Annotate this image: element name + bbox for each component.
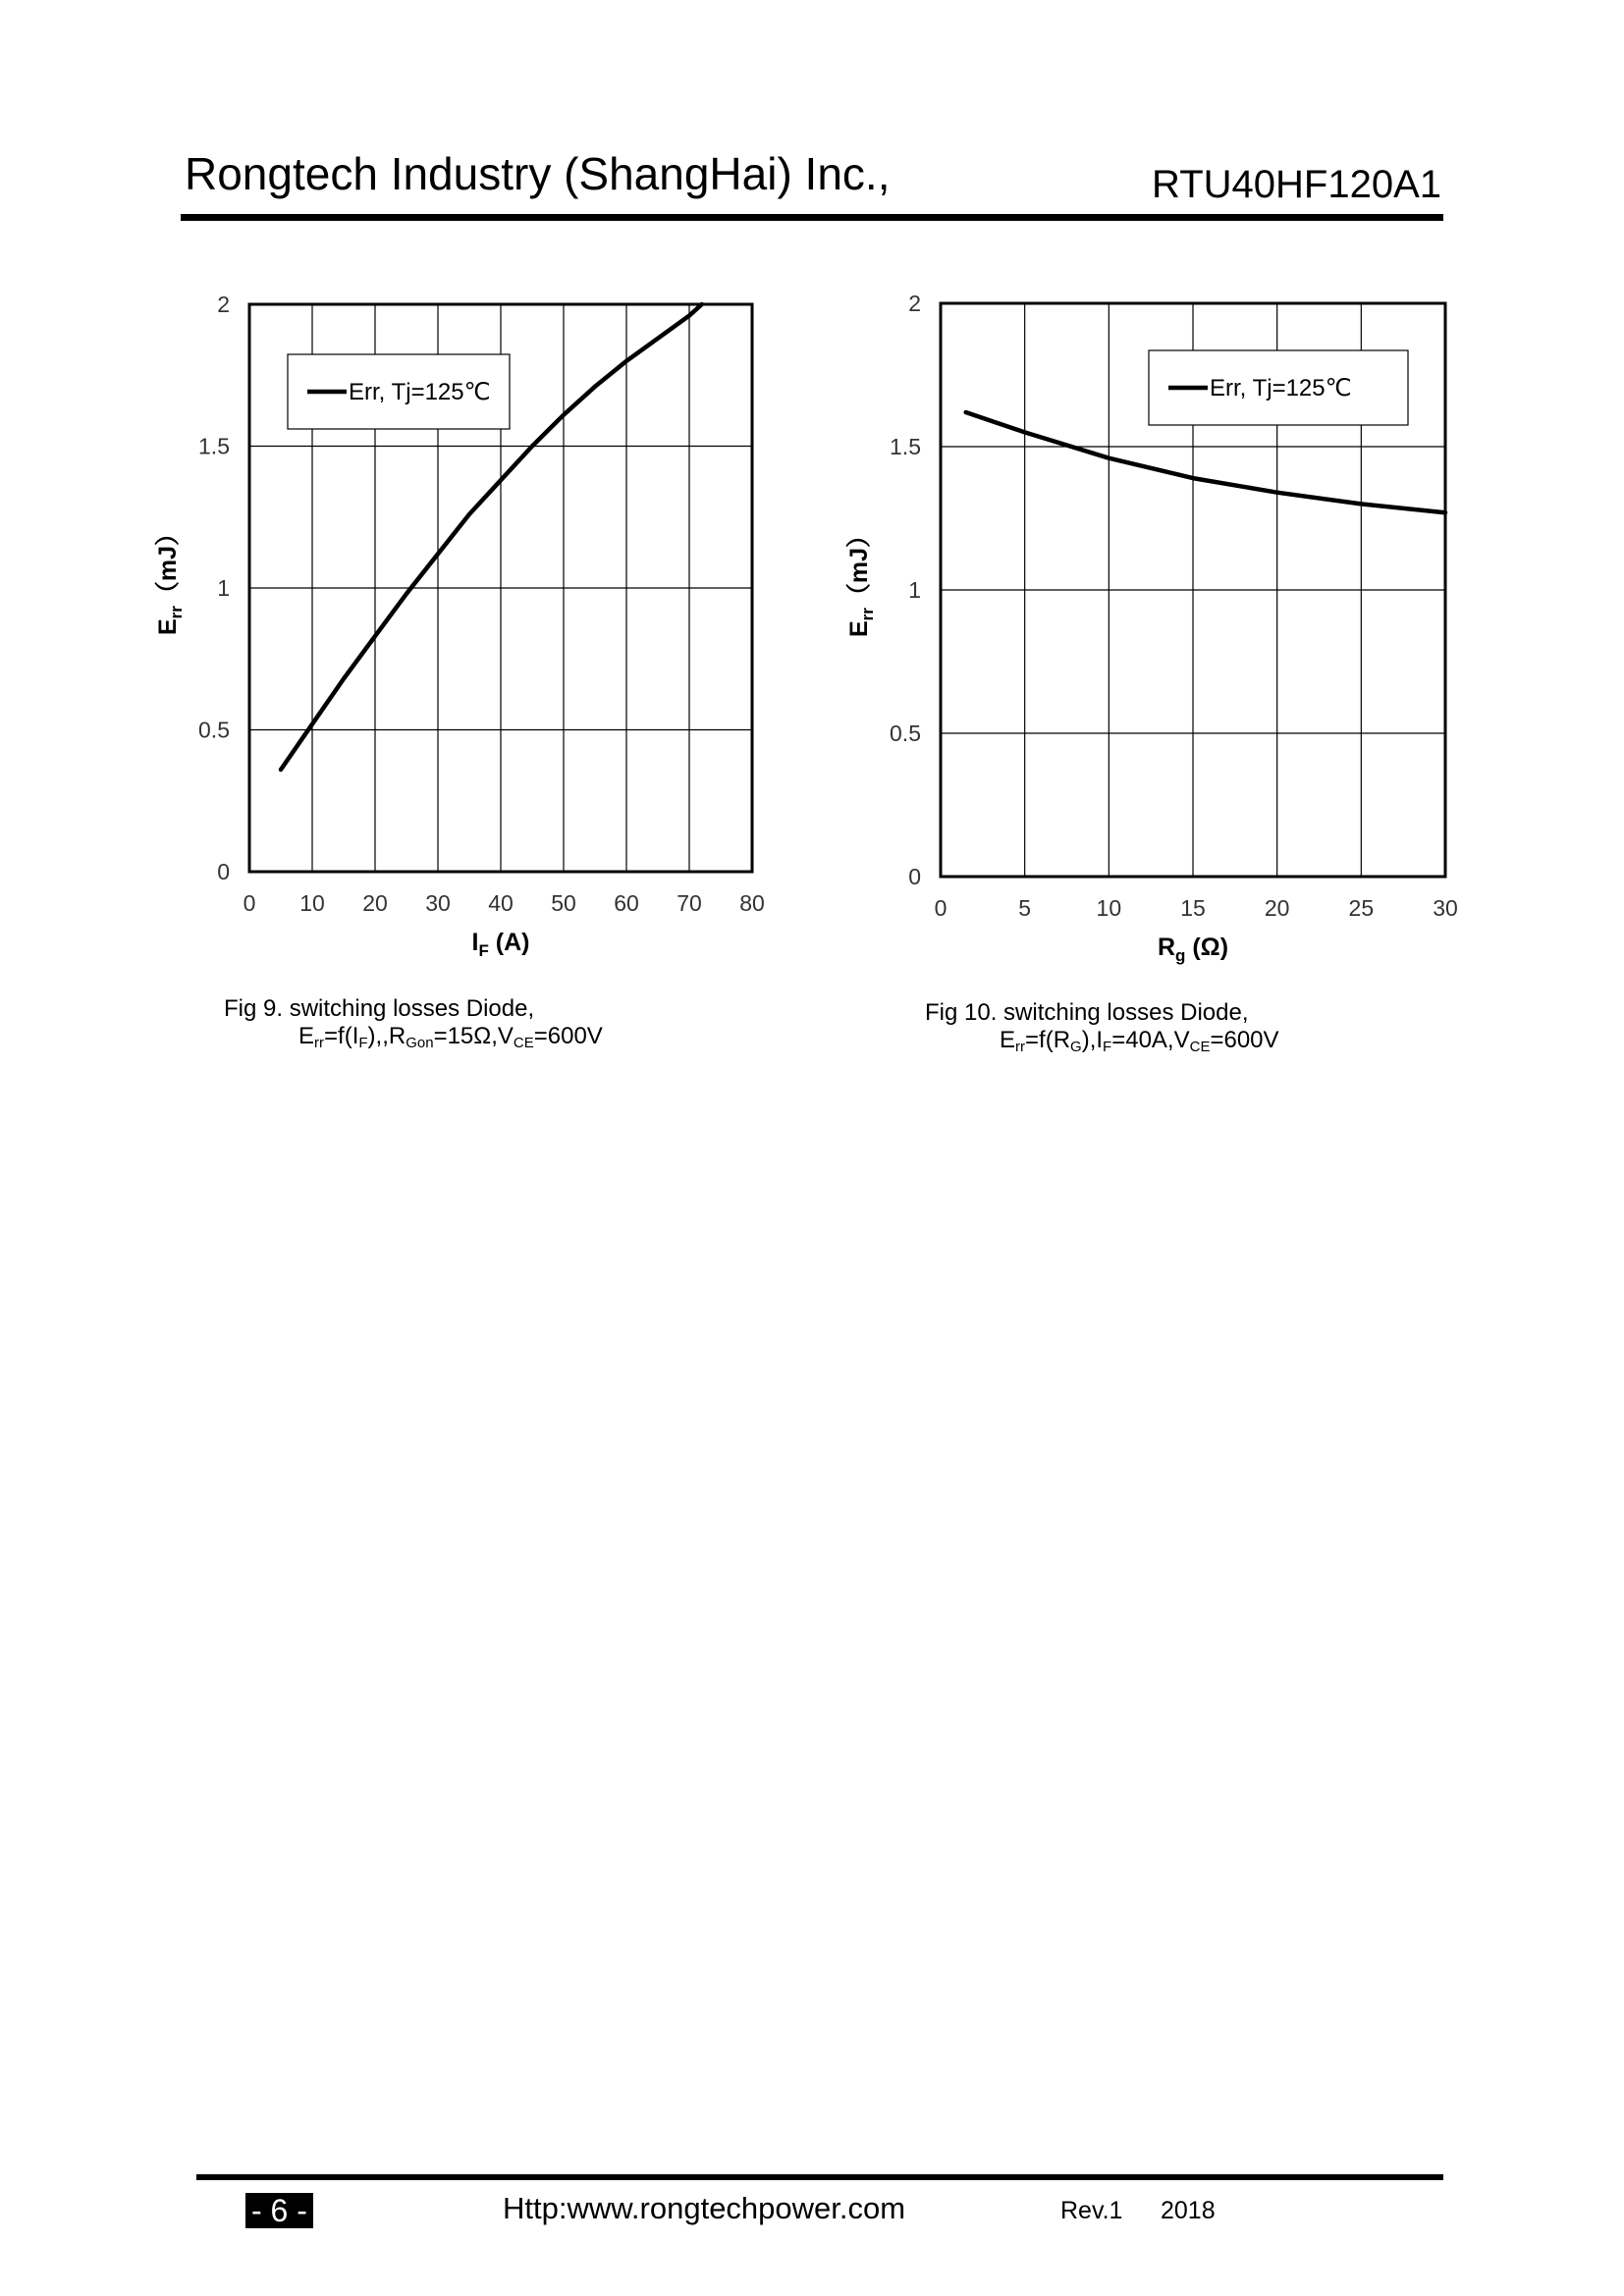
legend-label: Err, Tj=125℃ [1210,375,1352,401]
chart-err-vs-rg-svg [825,277,1473,984]
figure-9-caption-line1: Fig 9. switching losses Diode, [224,995,535,1022]
footer-year: 2018 [1161,2197,1216,2224]
figure-10-caption [925,999,1279,1061]
page-number: - 6 - [245,2193,313,2228]
part-number: RTU40HF120A1 [1152,163,1441,206]
series-line-err [966,412,1445,512]
x-tick-label: 70 [677,890,702,916]
header-rule [181,214,1443,221]
x-axis-label: $R_g$ (Ω) [1157,934,1229,965]
chart-err-vs-if [137,277,785,984]
x-tick-label: 80 [739,890,765,916]
figure-10-caption-line2: $E_{rr}=f(R_G),I_F=40A,V_{CE}=600V$ [1000,1027,1279,1055]
y-tick-label: 1 [217,575,230,601]
y-axis-label: $E_{rr}(mJ)$ [845,522,877,638]
chart-err-vs-if-svg [137,277,785,984]
y-tick-label: 1.5 [198,433,230,459]
x-tick-label: 40 [488,890,514,916]
footer-url: Http:www.rongtechpower.com [503,2191,906,2225]
x-tick-label: 0 [243,890,256,916]
y-tick-label: 0.5 [198,717,230,743]
x-tick-label: 25 [1348,895,1375,921]
figure-10-caption-line1: Fig 10. switching losses Diode, [925,999,1249,1026]
x-tick-label: 5 [1018,895,1032,921]
x-tick-label: 60 [614,890,639,916]
y-tick-label: 2 [217,292,230,317]
x-tick-label: 50 [551,890,576,916]
y-axis-label: $E_{rr}(mJ)$ [154,520,186,636]
y-tick-label: 1.5 [890,434,921,459]
x-tick-label: 10 [1096,895,1122,921]
x-tick-label: 20 [1264,895,1290,921]
footer-revision: Rev.1 [1060,2197,1123,2224]
y-tick-label: 2 [908,291,921,316]
x-tick-label: 20 [362,890,388,916]
y-tick-label: 0 [908,864,921,889]
x-tick-label: 0 [934,895,947,921]
x-tick-label: 10 [299,890,325,916]
legend-label: Err, Tj=125℃ [349,379,491,405]
y-tick-label: 0 [217,859,230,884]
chart-err-vs-rg [825,277,1473,984]
x-tick-label: 15 [1180,895,1206,921]
footer-rule [196,2174,1443,2180]
x-tick-label: 30 [1433,895,1458,921]
y-tick-label: 1 [908,577,921,603]
y-tick-label: 0.5 [890,721,921,746]
x-axis-label: $I_F$ (A) [471,929,530,960]
figure-9-caption-line2: $E_{rr}=f(I_F),,R_{Gon}=15\Omega,V_{CE}=600V$ [298,1023,603,1051]
figure-9-caption [224,995,603,1057]
company-name: Rongtech Industry (ShangHai) Inc., [185,148,891,199]
x-tick-label: 30 [425,890,451,916]
